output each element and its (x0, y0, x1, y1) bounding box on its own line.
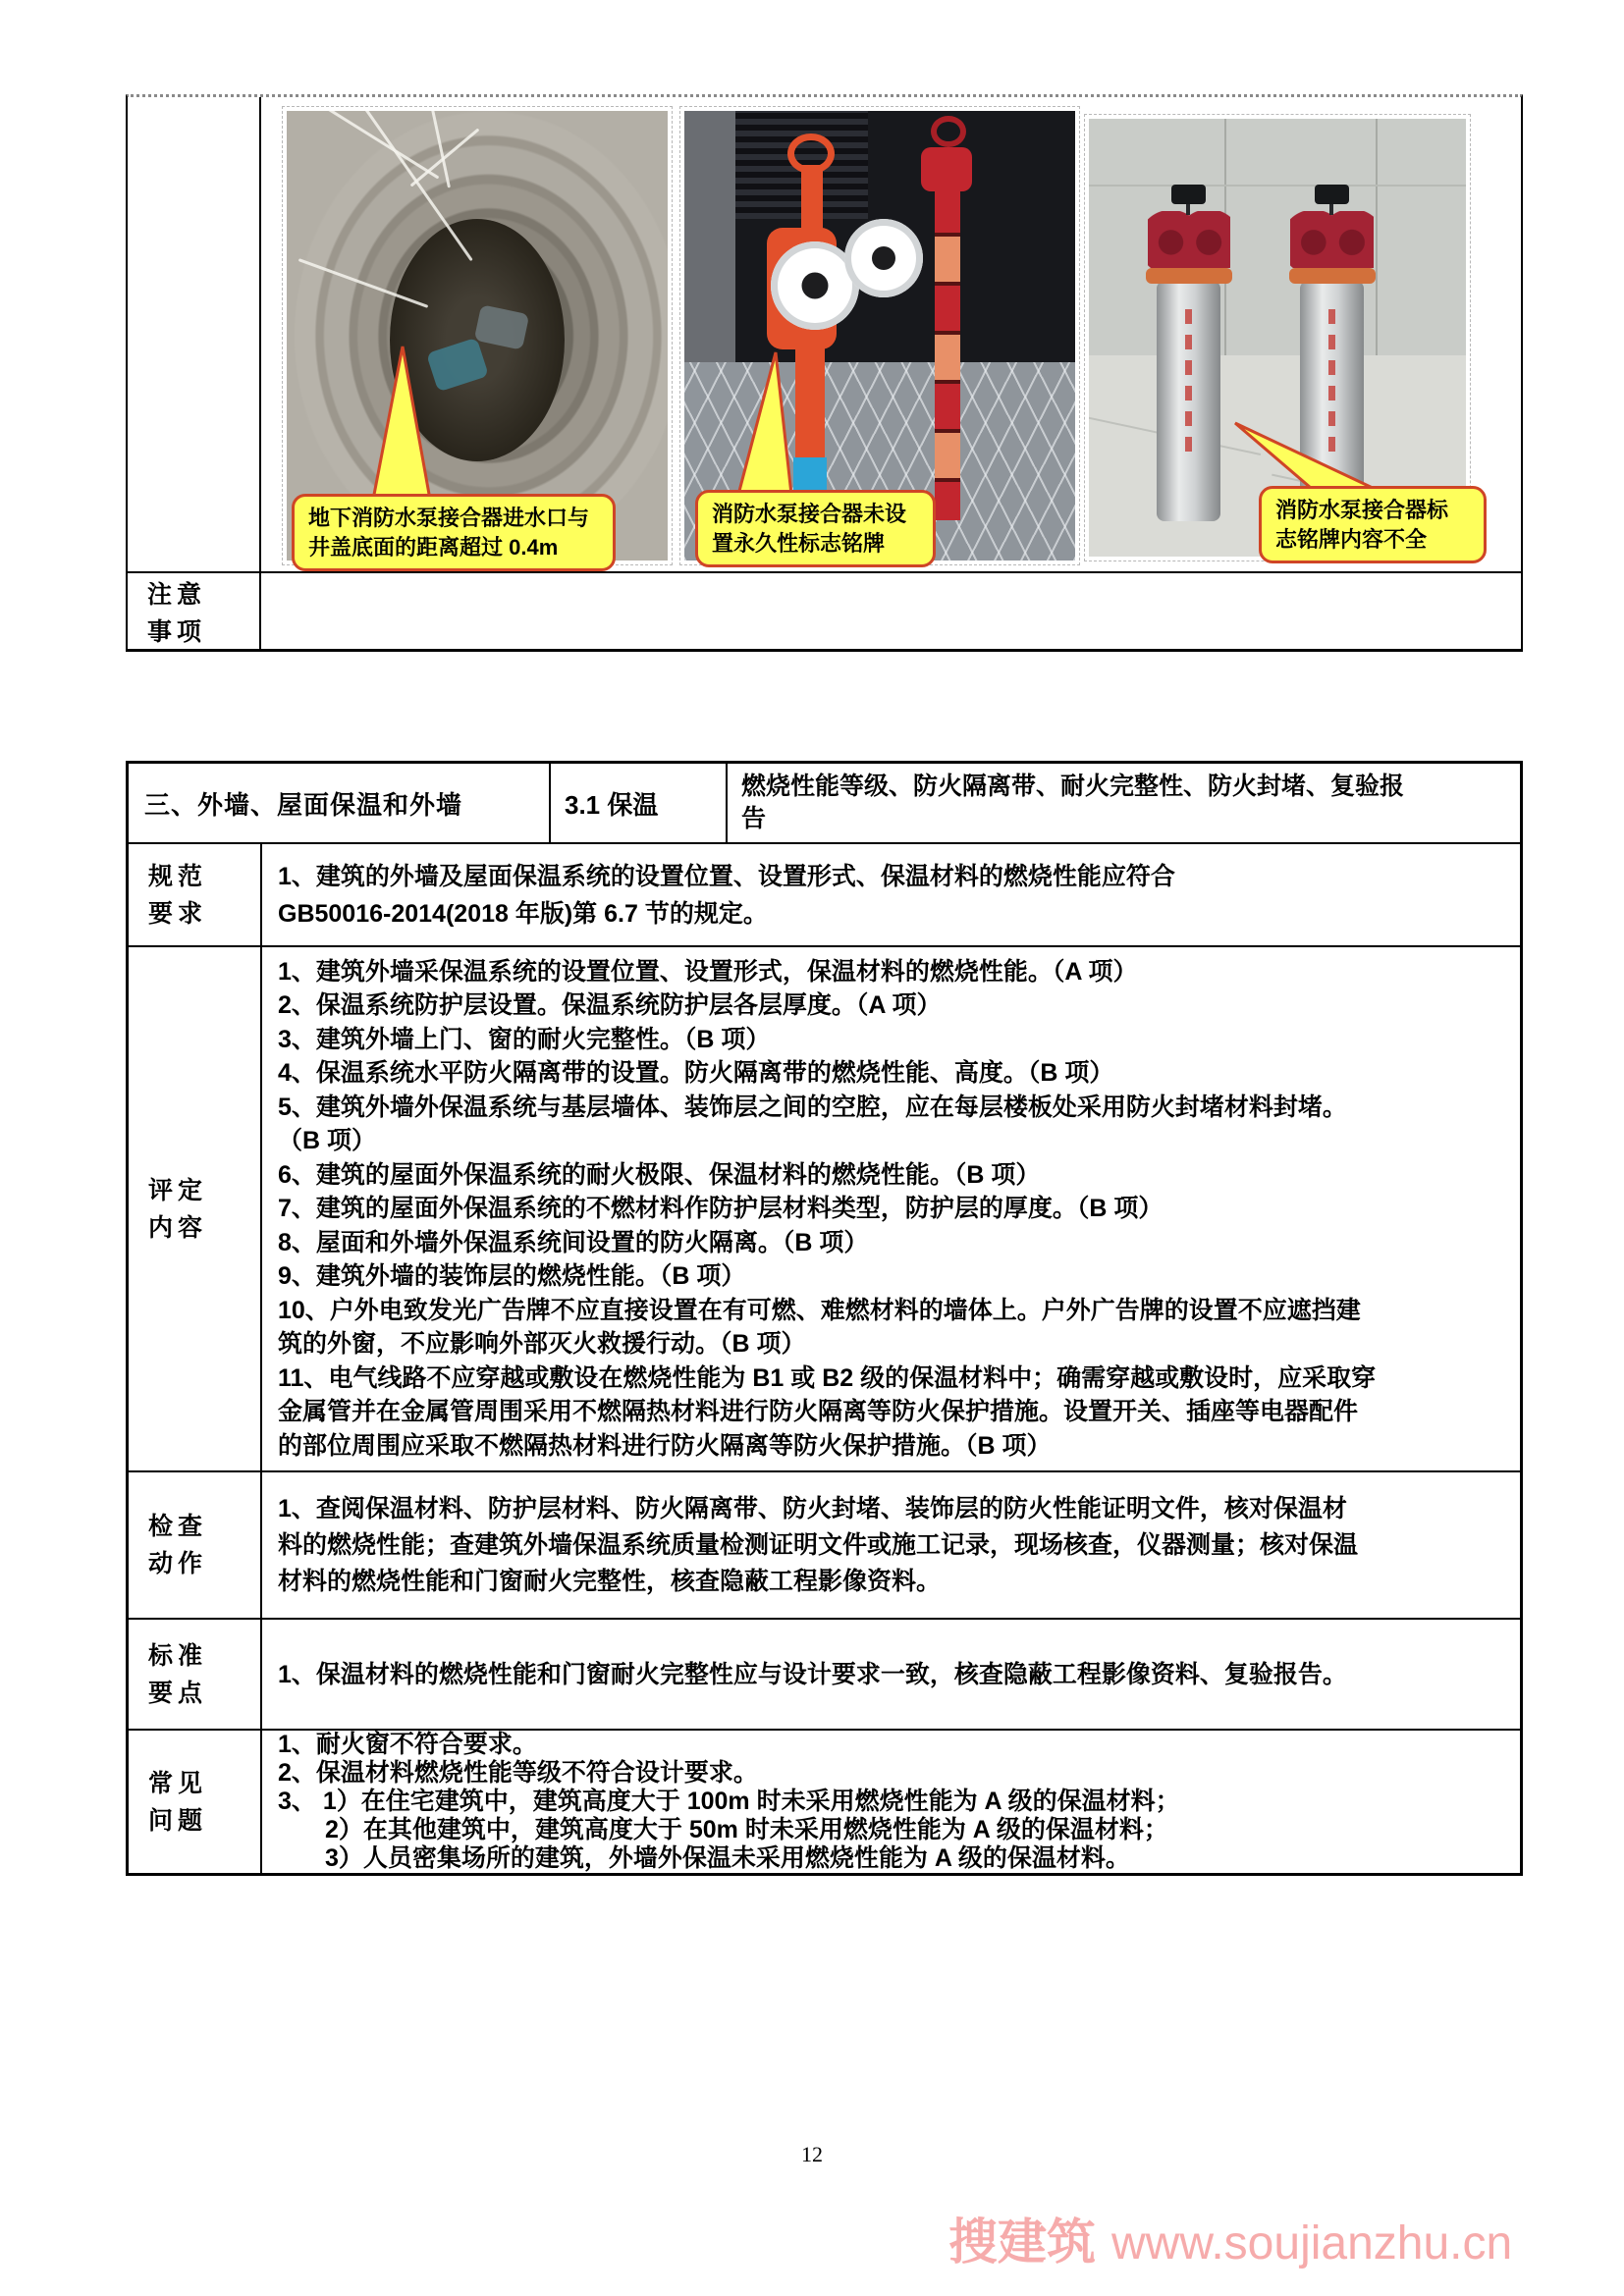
content-line: 3）人员密集场所的建筑，外墙外保温未采用燃烧性能为 A 级的保温材料。 (325, 1844, 1130, 1872)
row-spec-requirements (129, 842, 1520, 945)
row-label-line: 常见 (148, 1769, 208, 1797)
callout-line: 消防水泵接合器未设 (712, 502, 907, 526)
row-label-line: 评定 (148, 1176, 208, 1204)
content-line: 2）在其他建筑中，建筑高度大于 50m 时未采用燃烧性能为 A 级的保温材料； (325, 1816, 1168, 1843)
row-label-line: 问题 (148, 1806, 208, 1835)
content-line: 5、建筑外墙外保温系统与基层墙体、装饰层之间的空腔，应在每层楼板处采用防火封堵材料封堵。 (278, 1093, 1347, 1121)
content-line: 1、查阅保温材料、防护层材料、防火隔离带、防火封堵、装饰层的防火性能证明文件，核对保温材 (278, 1494, 1347, 1522)
callout-line: 地下消防水泵接合器进水口与 (308, 506, 590, 530)
content-line: 1、耐火窗不符合要求。 (278, 1731, 537, 1758)
hydrant-striped-pole (935, 187, 960, 520)
hydrant-red-top (921, 147, 972, 192)
row-label (129, 1472, 262, 1618)
content-line: 10、户外电致发光广告牌不应直接设置在有可燃、难燃材料的墙体上。户外广告牌的设置不应遮挡建 (278, 1296, 1361, 1324)
content-line: 6、建筑的屋面外保温系统的耐火极限、保温材料的燃烧性能。（B 项） (278, 1160, 1041, 1189)
callout-pointer-3 (1225, 416, 1382, 495)
callout-line: 置永久性标志铭牌 (712, 531, 886, 556)
callout-pointer-1 (363, 343, 442, 505)
row-label-line: 要求 (148, 899, 208, 928)
content-line: 的部位周围应采取不燃隔热材料进行防火隔离等防火保护措施。（B 项） (278, 1431, 1052, 1460)
pillar-flange (1146, 268, 1232, 284)
row-label-line: 动作 (148, 1550, 208, 1577)
red-twin-caps (1290, 211, 1373, 268)
content-line: 1、保温材料的燃烧性能和门窗耐火完整性应与设计要求一致，核查隐蔽工程影像资料、复验报告。 (278, 1660, 1347, 1688)
callout-incomplete-nameplate (1259, 486, 1487, 563)
red-twin-caps (1148, 211, 1230, 268)
content-line: 11、电气线路不应穿越或敷设在燃烧性能为 B1 或 B2 级的保温材料中；确需穿越或敷设时，应采取穿 (278, 1363, 1377, 1392)
valve-handle (1315, 185, 1349, 204)
content-line: （B 项） (278, 1127, 377, 1155)
content-line: 8、屋面和外墙外保温系统间设置的防火隔离。（B 项） (278, 1228, 869, 1256)
content-line: 金属管并在金属管周围采用不燃隔热材料进行防火隔离等防火保护措施。设置开关、插座等电器配件 (278, 1398, 1359, 1426)
content-line: 材料的燃烧性能和门窗耐火完整性，核查隐蔽工程影像资料。 (278, 1567, 942, 1595)
content-line: 7、建筑的屋面外保温系统的不燃材料作防护层材料类型，防护层的厚度。（B 项） (278, 1195, 1164, 1223)
callout-line: 井盖底面的距离超过 0.4m (308, 535, 559, 560)
row-label-line: 规范 (148, 862, 208, 890)
row-label (129, 1731, 262, 1873)
row-content (262, 1472, 1520, 1618)
row-content (262, 1620, 1520, 1729)
content-line: 9、建筑外墙的装饰层的燃烧性能。（B 项） (278, 1262, 746, 1291)
keywords-line: 燃烧性能等级、防火隔离带、耐火完整性、防火封堵、复验报 (741, 773, 1405, 800)
callout-pointer-2 (729, 347, 807, 500)
grey-wall (684, 111, 735, 372)
callout-underground-distance (292, 494, 616, 571)
content-line: 2、保温系统防护层设置。保温系统防护层各层厚度。（A 项） (278, 991, 942, 1020)
watermark (948, 2203, 1512, 2273)
row-inspection-actions (129, 1470, 1520, 1618)
notes-row (128, 571, 1521, 653)
callout-no-nameplate (695, 490, 936, 567)
wall-seam (1376, 119, 1378, 355)
row-label-line: 内容 (148, 1213, 208, 1242)
row-label (129, 947, 262, 1470)
watermark-url: www.soujianzhu.cn (1111, 2217, 1513, 2269)
watermark-brand: 搜建筑 (948, 2215, 1096, 2269)
pillar-flange (1289, 268, 1376, 284)
content-line: 料的燃烧性能；查建筑外墙保温系统质量检测证明文件或施工记录，现场核查，仪器测量；核对保温 (278, 1530, 1359, 1559)
photo-table (126, 94, 1523, 652)
row-label-line: 标准 (148, 1641, 208, 1670)
row-content (262, 844, 1520, 945)
notes-label-line: 注意 (147, 580, 207, 609)
row-standard-points (129, 1618, 1520, 1729)
photo-table-label-column (128, 97, 261, 649)
content-line: 2、保温材料燃烧性能等级不符合设计要求。 (278, 1759, 758, 1787)
content-line: 3、 1）在住宅建筑中，建筑高度大于 100m 时未采用燃烧性能为 A 级的保温材料； (278, 1788, 1180, 1815)
content-line: 4、保温系统水平防火隔离带的设置。防火隔离带的燃烧性能、高度。（B 项） (278, 1059, 1114, 1088)
content-line: 1、建筑的外墙及屋面保温系统的设置位置、设置形式、保温材料的燃烧性能应符合 (278, 862, 1175, 890)
keywords-cell (728, 764, 1520, 842)
row-evaluation-content (129, 945, 1520, 1470)
row-label (129, 844, 262, 945)
content-line: 1、建筑外墙采保温系统的设置位置、设置形式，保温材料的燃烧性能。（A 项） (278, 957, 1138, 986)
page-number: 12 (801, 2142, 823, 2166)
notes-label-line: 事项 (147, 617, 207, 646)
row-label-line: 检查 (148, 1513, 208, 1540)
callout-line: 志铭牌内容不全 (1275, 527, 1428, 552)
wall-line (1089, 185, 1466, 187)
row-common-problems (129, 1729, 1520, 1873)
callout-line: 消防水泵接合器标 (1275, 498, 1449, 522)
spec-table-header-row (129, 764, 1520, 842)
keywords-line: 告 (741, 805, 767, 832)
section-title-cell: 三、外墙、屋面保温和外墙 (129, 764, 551, 842)
content-line: 3、建筑外墙上门、窗的耐火完整性。（B 项） (278, 1025, 771, 1053)
hydrant-hand-wheel (931, 116, 966, 147)
notes-label (128, 573, 261, 653)
row-label-line: 要点 (148, 1679, 208, 1707)
spec-table (126, 761, 1523, 1876)
subsection-cell: 3.1 保温 (551, 764, 728, 842)
silver-pillar-left (1157, 281, 1220, 521)
valve-handle (1171, 185, 1206, 204)
content-line: GB50016-2014(2018 年版)第 6.7 节的规定。 (278, 899, 768, 928)
hydrant-white-cap (844, 219, 923, 297)
row-content (262, 947, 1520, 1470)
row-label (129, 1620, 262, 1729)
content-line: 筑的外窗，不应影响外部灭火救援行动。（B 项） (278, 1330, 806, 1359)
row-content (262, 1731, 1520, 1873)
